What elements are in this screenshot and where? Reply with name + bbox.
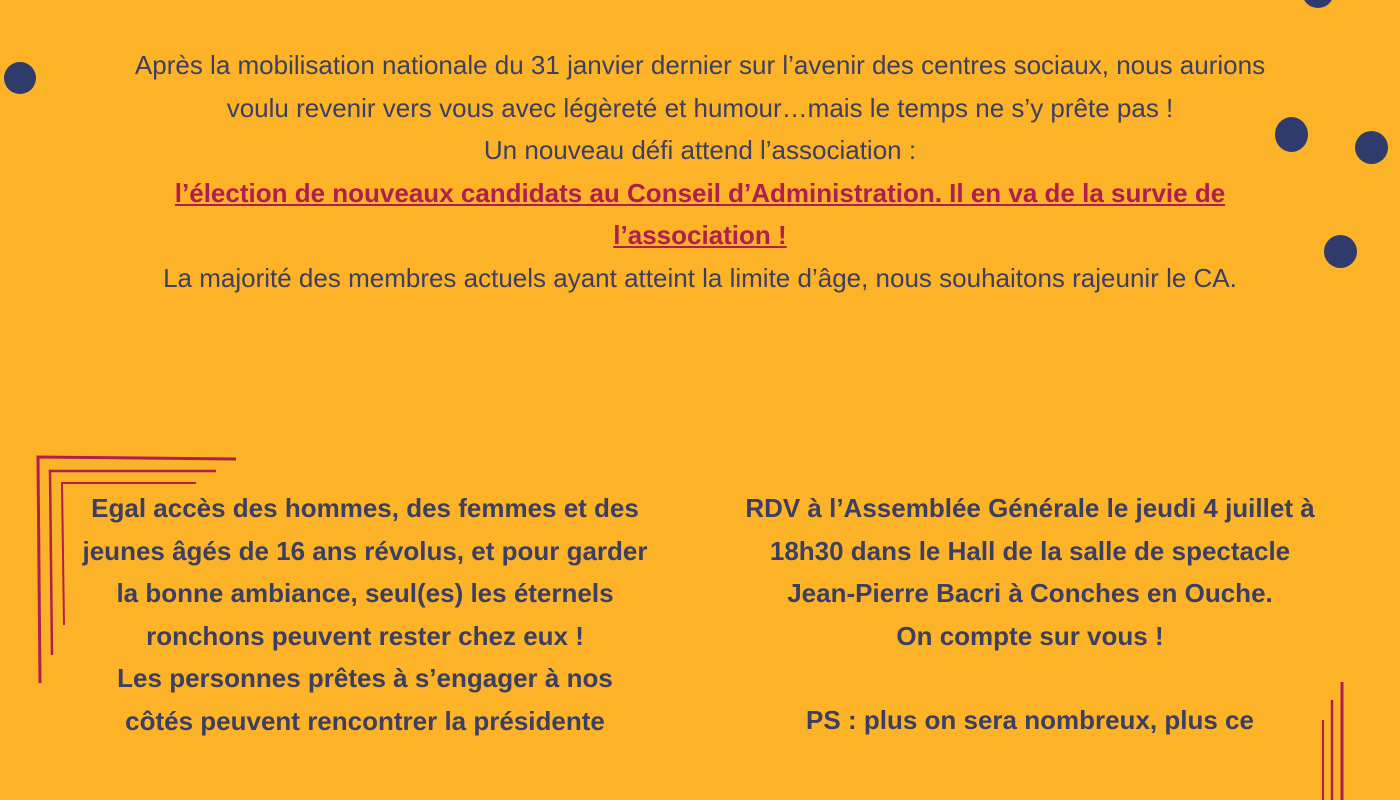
intro-paragraph: Un nouveau défi attend l’association : (483, 135, 917, 165)
intro-text-block (120, 44, 1280, 299)
event-details: RDV à l’Assemblée Générale le jeudi 4 juillet à 18h30 dans le Hall de la salle de spectacle Jean-Pierre Bacri à Conches en Ouche. (745, 493, 1315, 608)
call-to-action: On compte sur vous ! (896, 620, 1164, 651)
left-column-paragraph: Egal accès des hommes, des femmes et des jeunes âgés de 16 ans révolus, et pour garder la bonne ambiance, seul(es) les éternels ronchons peuvent rester chez eux ! (82, 493, 648, 651)
decorative-dot (4, 62, 36, 94)
spacer (745, 657, 1315, 699)
decorative-dot (1302, 0, 1334, 8)
intro-paragraph: Après la mobilisation nationale du 31 janvier dernier sur l’avenir des centres sociaux, nous aurions voulu revenir vers vous avec légèreté et humour…mais le temps ne s’y prête pas ! (134, 50, 1266, 123)
left-column-paragraph: Les personnes prêtes à s’engager à nos côtés peuvent rencontrer la présidente (117, 663, 613, 736)
corner-lines-decoration (1318, 680, 1348, 800)
intro-closing-paragraph: La majorité des membres actuels ayant atteint la limite d’âge, nous souhaitons rajeunir le CA. (163, 262, 1237, 293)
postscript: PS : plus on sera nombreux, plus ce (806, 705, 1254, 735)
decorative-dot (1324, 235, 1357, 268)
highlight-announcement: l’élection de nouveaux candidats au Conseil d’Administration. Il en va de la survie de l’association ! (174, 177, 1226, 250)
decorative-dot (1355, 131, 1388, 164)
right-column (745, 487, 1315, 742)
left-column (80, 487, 650, 742)
